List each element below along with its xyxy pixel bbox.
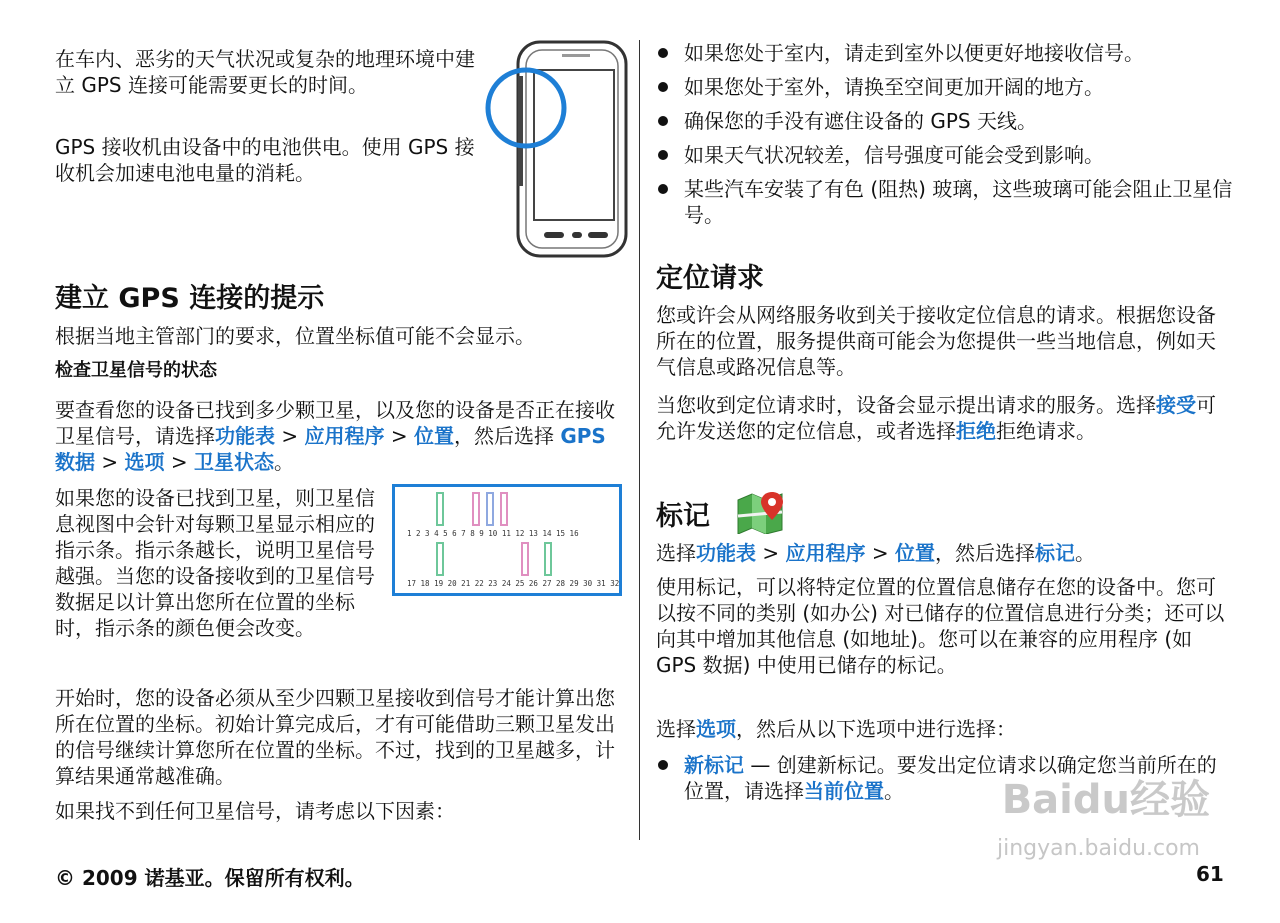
page-number: 61 xyxy=(1196,862,1224,886)
no-satellite-paragraph: 如果找不到任何卫星信号，请考虑以下因素： xyxy=(55,799,455,823)
location-request-title: 定位请求 xyxy=(656,263,764,294)
bullet-icon xyxy=(658,760,668,770)
location-request-paragraph-1: 您或许会从网络服务收到关于接收定位信息的请求。根据您设备所在的位置，服务提供商可能会为您提供一些当地信息，例如天气信息或路况信息等。 xyxy=(656,303,1216,379)
list-item: 确保您的手没有遮住设备的 GPS 天线。 xyxy=(656,108,1236,134)
landmarks-paragraph: 使用标记，可以将特定位置的位置信息储存在您的设备中。您可以按不同的类别 (如办公) 对已储存的位置信息进行分类；还可以向其中增加其他信息 (如地址)。您可以在兼容的应用程序 (如 GPS 数据) 中使用已储存的标记。 xyxy=(656,575,1225,677)
satellite-numbers-row2: 17 18 19 20 21 22 23 24 25 26 27 28 29 30 31 32 xyxy=(407,579,619,588)
map-marker-icon xyxy=(736,490,784,534)
options-paragraph: 选择选项，然后从以下选项中进行选择： xyxy=(656,717,1016,741)
bullet-icon xyxy=(658,116,668,126)
bullet-icon xyxy=(658,82,668,92)
link-satellite-status[interactable]: 卫星状态 xyxy=(193,450,274,474)
list-item: 如果天气状况较差，信号强度可能会受到影响。 xyxy=(656,142,1236,168)
link-options-2[interactable]: 选项 xyxy=(696,717,736,741)
satellite-bars xyxy=(395,487,619,593)
watermark-logo: Baidu经验 xyxy=(1001,777,1210,823)
link-gps-data[interactable]: GPS 数据 xyxy=(55,424,606,474)
section-subtitle: 根据当地主管部门的要求，位置坐标值可能不会显示。 xyxy=(55,324,535,348)
tips-list xyxy=(656,40,1236,228)
section-title: 建立 GPS 连接的提示 xyxy=(55,283,325,314)
bullet-icon xyxy=(658,184,668,194)
link-current-position[interactable]: 当前位置 xyxy=(804,779,884,803)
copyright: © 2009 诺基亚。保留所有权利。 xyxy=(55,866,365,890)
column-divider xyxy=(639,40,640,840)
link-applications[interactable]: 应用程序 xyxy=(304,424,385,448)
satellite-view xyxy=(392,484,622,596)
intro-paragraph-1: 在车内、恶劣的天气状况或复杂的地理环境中建立 GPS 连接可能需要更长的时间。 xyxy=(55,47,475,97)
satellite-paragraph: 如果您的设备已找到卫星，则卫星信息视图中会针对每颗卫星显示相应的指示条。指示条越长，说明卫星信号越强。当您的设备接收到的卫星信号数据足以计算出您所在位置的坐标时，指示条的颜色便会改变。 xyxy=(55,486,375,640)
landmarks-select: 选择功能表 > 应用程序 > 位置，然后选择标记。 xyxy=(656,541,1095,565)
link-accept[interactable]: 接受 xyxy=(1156,393,1196,417)
landmarks-title: 标记 xyxy=(656,501,710,532)
list-item: 某些汽车安装了有色 (阻热) 玻璃，这些玻璃可能会阻止卫星信号。 xyxy=(656,176,1236,228)
sub-heading: 检查卫星信号的状态 xyxy=(55,360,217,381)
link-menu-2[interactable]: 功能表 xyxy=(696,541,756,565)
bullet-icon xyxy=(658,48,668,58)
phone-illustration xyxy=(482,36,632,262)
start-paragraph: 开始时，您的设备必须从至少四颗卫星接收到信号才能计算出您所在位置的坐标。初始计算完成后，才有可能借助三颗卫星发出的信号继续计算您所在位置的坐标。不过，找到的卫星越多，计算结果通常越准确。 xyxy=(55,686,615,788)
location-request-paragraph-2: 当您收到定位请求时，设备会显示提出请求的服务。选择接受可允许发送您的定位信息，或者选择拒绝拒绝请求。 xyxy=(656,393,1216,443)
satellite-numbers-row1: 1 2 3 4 5 6 7 8 9 10 11 12 13 14 15 16 xyxy=(407,529,579,538)
list-item: 如果您处于室内，请走到室外以便更好地接收信号。 xyxy=(656,40,1236,66)
list-item: 新标记 — 创建新标记。要发出定位请求以确定您当前所在的位置，请选择当前位置。 xyxy=(656,752,1231,804)
list-item: 如果您处于室外，请换至空间更加开阔的地方。 xyxy=(656,74,1236,100)
link-options[interactable]: 选项 xyxy=(124,450,165,474)
link-new-landmark[interactable]: 新标记 xyxy=(684,753,744,777)
link-menu[interactable]: 功能表 xyxy=(215,424,275,448)
link-landmarks[interactable]: 标记 xyxy=(1034,541,1075,565)
bullet-icon xyxy=(658,150,668,160)
link-reject[interactable]: 拒绝 xyxy=(956,419,996,443)
watermark-url: jingyan.baidu.com xyxy=(996,836,1200,861)
intro-paragraph-2: GPS 接收机由设备中的电池供电。使用 GPS 接收机会加速电池电量的消耗。 xyxy=(55,135,475,185)
check-paragraph: 要查看您的设备已找到多少颗卫星，以及您的设备是否正在接收卫星信号，请选择功能表 > 应用程序 > 位置，然后选择 GPS 数据 > 选项 > 卫星状态。 xyxy=(55,398,615,474)
link-location[interactable]: 位置 xyxy=(413,424,454,448)
link-applications-2[interactable]: 应用程序 xyxy=(785,541,866,565)
link-location-2[interactable]: 位置 xyxy=(894,541,935,565)
